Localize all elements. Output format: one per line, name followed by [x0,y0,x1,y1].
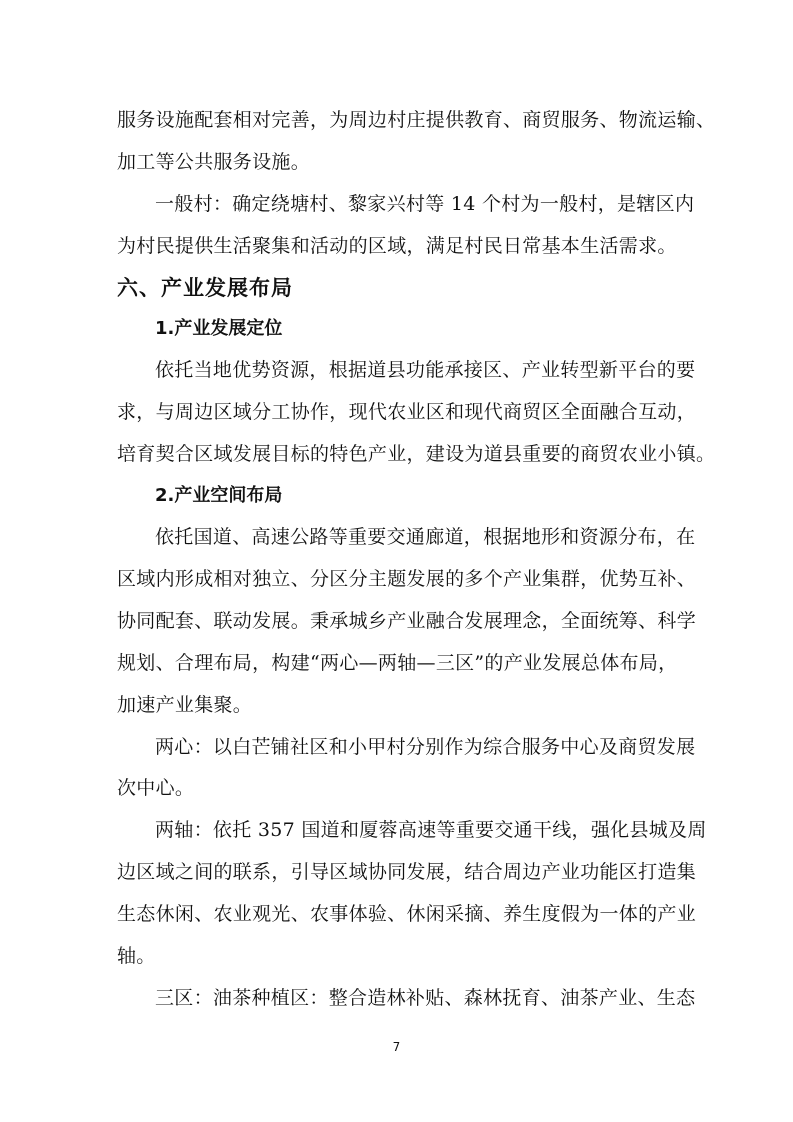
paragraph-line: 求，与周边区域分工协作，现代农业区和现代商贸区全面融合互动， [117,401,697,423]
paragraph-line: 轴。 [117,945,156,967]
paragraph-line: 协同配套、联动发展。秉承城乡产业融合发展理念，全面统筹、科学 [117,610,697,632]
paragraph-line: 培育契合区域发展目标的特色产业，建设为道县重要的商贸农业小镇。 [117,443,716,465]
paragraph-line: 一般村：确定绕塘村、黎家兴村等 14 个村为一般村，是辖区内 [155,193,695,215]
paragraph-line: 两轴：依托 357 国道和厦蓉高速等重要交通干线，强化县城及周 [155,819,707,841]
paragraph-line: 三区：油茶种植区：整合造林补贴、森林抚育、油茶产业、生态 [155,987,696,1009]
paragraph-line: 加工等公共服务设施。 [117,151,311,173]
paragraph-line: 服务设施配套相对完善，为周边村庄提供教育、商贸服务、物流运输、 [117,109,716,131]
paragraph-line: 次中心。 [117,777,195,799]
subsection-heading: 1.产业发展定位 [155,318,283,339]
paragraph-line: 依托当地优势资源，根据道县功能承接区、产业转型新平台的要 [155,359,696,381]
paragraph-line: 依托国道、高速公路等重要交通廊道，根据地形和资源分布，在 [155,526,696,548]
paragraph-line: 生态休闲、农业观光、农事体验、休闲采摘、养生度假为一体的产业 [117,903,697,925]
paragraph-line: 规划、合理布局，构建“两心—两轴—三区”的产业发展总体布局， [117,652,678,674]
paragraph-line: 为村民提供生活聚集和活动的区域，满足村民日常基本生活需求。 [117,235,677,257]
paragraph-line: 两心：以白芒铺社区和小甲村分别作为综合服务中心及商贸发展 [155,736,696,758]
paragraph-line: 区域内形成相对独立、分区分主题发展的多个产业集群，优势互补、 [117,568,697,590]
subsection-heading: 2.产业空间布局 [155,485,283,506]
paragraph-line: 加速产业集聚。 [117,694,253,716]
section-heading: 六、产业发展布局 [117,276,293,300]
paragraph-line: 边区域之间的联系，引导区域协同发展，结合周边产业功能区打造集 [117,861,697,883]
page-number: 7 [392,1040,401,1054]
